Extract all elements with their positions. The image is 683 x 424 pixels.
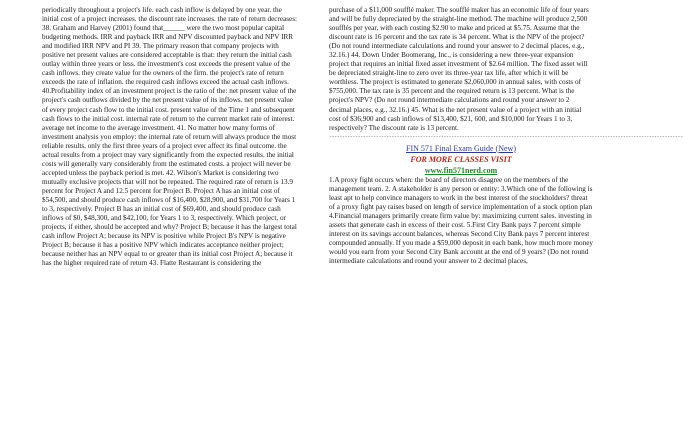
promo-link[interactable]: www.fin571nerd.com (424, 165, 498, 175)
section-divider: ---------------------------------------------------------------------------------------------------------------------------------------- (329, 133, 683, 140)
left-column (42, 6, 300, 268)
left-column-text: periodically throughout a project's life. each cash inflow is delayed by one year. the initial cost of a project increases. the discount rate increases. the rate of return decreases: 38. Graham and Harvey (2001) found that______ were the two most popular capital budgeting methods. IRR and payback IRR and NPV discounted payback and NPV IRR and modified IRR NPV and PI 39. The primary reason that company projects with positive net present values are considered acceptable is that: they return the initial cash outlay within three years or less. the investment's cost exceeds the present value of the cash inflows. they create value for the owners of the firm. the project's rate of return exceeds the rate of inflation. the required cash inflows exceed the actual cash inflows. 40.Profitability index of an investment project is the ratio of the: net present value of the project's cash outflows divided by the net present value of its inflows. net present value of every project cash flow to the initial cost. present value of the Time 1 and subsequent cash flows to the initial cost. internal rate of return to the current market rate of interest. average net income to the average investment. 41. No matter how many forms of investment analysis you employ: the internal rate of return will always produce the most reliable results. only the first three years of a project ever affect its final outcome. the actual results from a project may vary significantly from the expected results. the initial costs will generally vary considerably from the estimated costs. a project will never be accepted unless the payback period is met. 42. Wilson's Market is considering two mutually exclusive projects that will not be repeated. The required rate of return is 13.9 percent for Project A and 12.5 percent for Project B. Project A has an initial cost of $54,500, and should produce cash inflows of $16,400, $28,900, and $31,700 for Years 1 to 3, respectively. Project B has an initial cost of $69,400, and should produce cash inflows of $0, $48,300, and $42,100, for Years 1 to 3, respectively. Which project, or projects, if either, should be accepted and why? Project B; because it has the largest total cash inflow Project A; because its NPV is positive while Project B's NPV is negative Project B; because it has a positive NPV which indicates acceptance neither project; because neither has an NPV equal to or greater than its initial cost Project A; because it has the higher required rate of return 43. Flatte Restaurant is considering the (42, 6, 298, 268)
right-column-top-text: purchase of a $11,000 soufflé maker. The soufflé maker has an economic life of four years and will be fully depreciated by the straight-line method. The machine will produce 2,500 soufflés per year, with each costing $2.90 to make and priced at $5.75. Assume that the discount rate is 16 percent and the tax rate is 34 percent. What is the NPV of the project? (Do not round intermediate calculations and round your answer to 2 decimal places, e.g., 32.16.) 44. Down Under Boomerang, Inc., is considering a new three-year expansion project that requires an initial fixed asset investment of $2.64 million. The fixed asset will be depreciated straight-line to zero over its three-year tax life, after which it will be worthless. The project is estimated to generate $2,060,000 in annual sales, with costs of $755,000. The tax rate is 35 percent and the required return is 13 percent. What is the project's NPV? (Do not round intermediate calculations and round your answer to 2 decimal places, e.g., 32.16.) 45. What is the net present value of a project with an initial cost of $36,900 and cash inflows of $13,400, $21, 600, and $10,000 for Years 1 to 3, respectively? The discount rate is 13 percent. (329, 6, 589, 132)
right-column (329, 6, 683, 266)
promo-title[interactable]: FIN 571 Final Exam Guide (New) (406, 143, 516, 153)
right-column-bottom-text: 1.A proxy fight occurs when: the board of directors disagree on the members of the management team. 2. A stakeholder is any person or entity: 3.Which one of the following is least apt to help convince managers to work in the best interest of the stockholders? threat of a proxy fight pay raises based on length of service implementation of a stock option plan 4.Financial managers primarily create firm value by: maximizing current sales. investing in assets that generate cash in excess of their cost. 5.First City Bank pays 7 percent simple interest on its savings account balances, whereas Second City Bank pays 7 percent interest compounded annually. If you made a $59,000 deposit in each bank, how much more money would you earn from your Second City Bank account at the end of 9 years? (Do not round intermediate calculations and round your answer to 2 decimal places, (329, 175, 594, 266)
promo-cta: FOR MORE CLASSES VISIT (410, 154, 512, 164)
